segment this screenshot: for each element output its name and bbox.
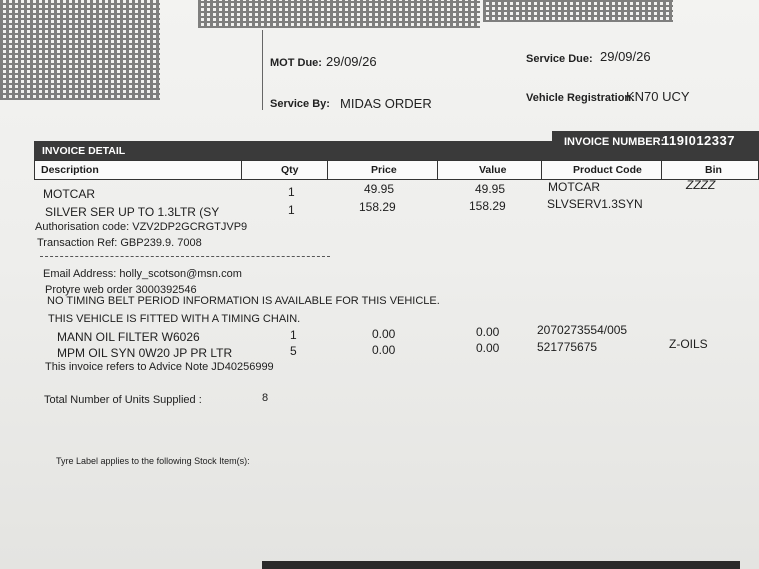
authorisation-code: Authorisation code: VZV2DP2GCRGTJVP9 (35, 221, 248, 233)
row1-qty: 1 (288, 185, 295, 199)
row2-qty: 1 (288, 203, 295, 217)
invoice-detail-title: INVOICE DETAIL (42, 145, 126, 157)
col-price: Price (371, 164, 397, 176)
invoice-number-label: INVOICE NUMBER: (564, 136, 665, 148)
obscured-header-strip-right (483, 0, 673, 22)
extra1-price: 0.00 (372, 327, 396, 341)
extra1-code: 2070273554/005 (537, 323, 628, 337)
extra1-qty: 1 (290, 328, 297, 342)
email-address: Email Address: holly_scotson@msn.com (43, 268, 242, 280)
tyre-label-note: Tyre Label applies to the following Stock Item(s): (56, 456, 250, 466)
advice-note: This invoice refers to Advice Note JD40256999 (45, 361, 274, 373)
timing-chain-note: THIS VEHICLE IS FITTED WITH A TIMING CHAIN. (48, 313, 301, 325)
total-units-value: 8 (262, 392, 269, 404)
extra2-bin: Z-OILS (669, 337, 708, 351)
footer-bar (262, 561, 740, 569)
row2-description: SILVER SER UP TO 1.3LTR (SY (45, 205, 220, 219)
service-due-label: Service Due: (526, 53, 593, 65)
row1-value: 49.95 (475, 182, 506, 196)
row1-price: 49.95 (364, 182, 395, 196)
mot-due-label: MOT Due: (270, 57, 322, 69)
extra2-description: MPM OIL SYN 0W20 JP PR LTR (57, 346, 233, 360)
header-divider (262, 30, 263, 110)
section-divider (40, 256, 330, 257)
extra2-qty: 5 (290, 344, 297, 358)
col-bin: Bin (705, 164, 722, 176)
table-header-row (34, 160, 759, 180)
web-order: Protyre web order 3000392546 (45, 284, 197, 296)
col-value: Value (479, 164, 507, 176)
row1-description: MOTCAR (43, 187, 95, 201)
row1-code: MOTCAR (548, 180, 600, 194)
invoice-number-box (552, 131, 759, 152)
service-by-label: Service By: (270, 98, 330, 110)
extra1-value: 0.00 (476, 325, 500, 339)
obscured-header-strip (198, 0, 480, 28)
service-due-value: 29/09/26 (600, 49, 651, 64)
col-product-code: Product Code (573, 164, 642, 176)
col-qty: Qty (281, 164, 299, 176)
mot-due-value: 29/09/26 (326, 54, 377, 69)
row1-bin: ZZZZ (686, 178, 716, 192)
row2-price: 158.29 (359, 200, 396, 214)
transaction-ref: Transaction Ref: GBP239.9. 7008 (37, 237, 202, 249)
timing-belt-note: NO TIMING BELT PERIOD INFORMATION IS AVAILABLE FOR THIS VEHICLE. (47, 295, 440, 307)
row2-code: SLVSERV1.3SYN (547, 197, 643, 211)
extra2-code: 521775675 (537, 340, 598, 354)
extra2-value: 0.00 (476, 341, 500, 355)
row2-value: 158.29 (469, 199, 506, 213)
col-description: Description (41, 164, 99, 176)
service-by-value: MIDAS ORDER (340, 96, 432, 111)
extra2-price: 0.00 (372, 343, 396, 357)
extra1-description: MANN OIL FILTER W6026 (57, 330, 200, 344)
vehicle-reg-label: Vehicle Registration: (526, 92, 635, 104)
obscured-address-block (0, 0, 160, 100)
invoice-number-value: 119I012337 (662, 133, 735, 148)
vehicle-reg-value: KN70 UCY (626, 89, 690, 104)
total-units-label: Total Number of Units Supplied : (44, 394, 202, 406)
